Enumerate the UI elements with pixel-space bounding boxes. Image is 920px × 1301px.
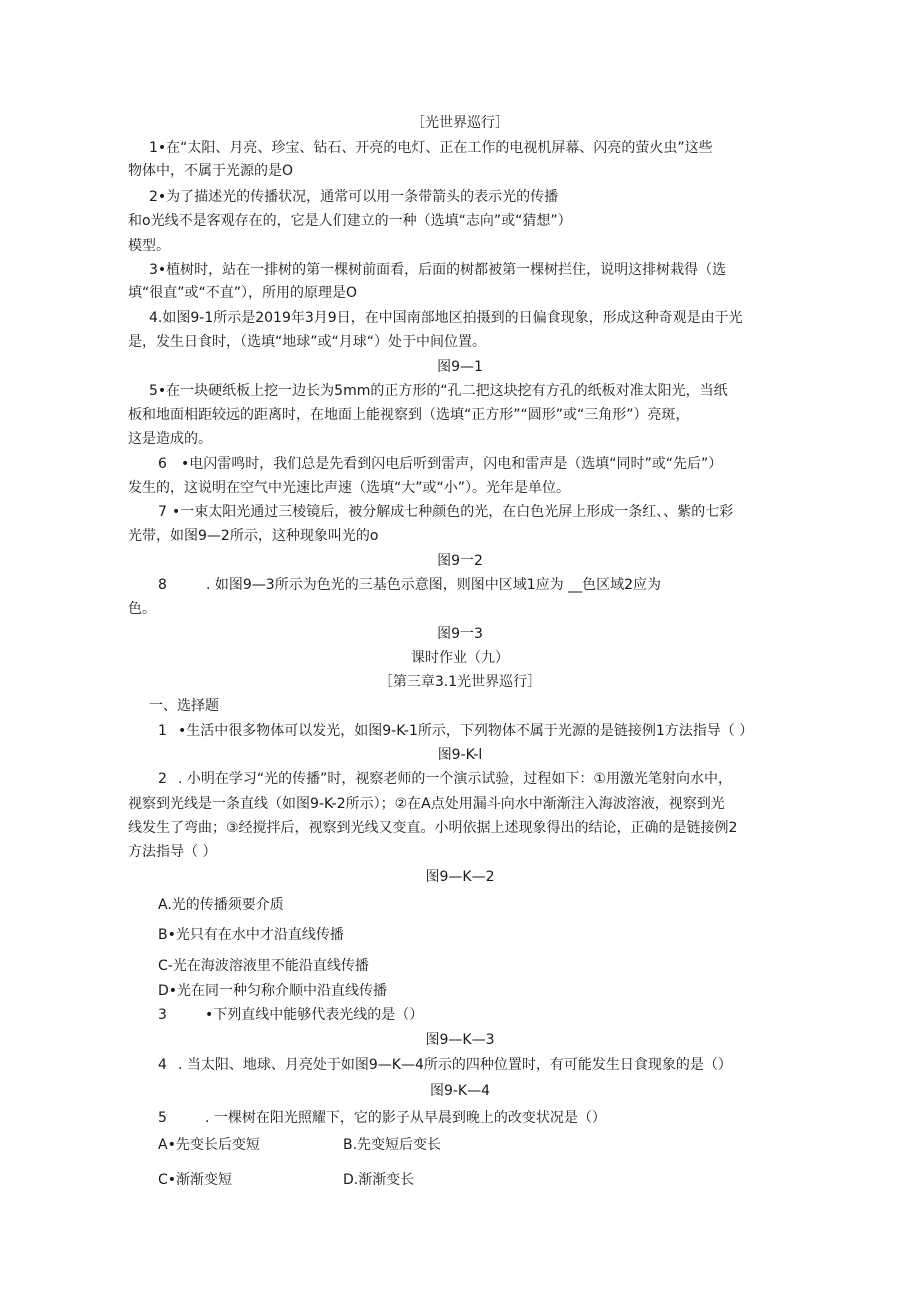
figure-caption-9-k-1: 图9-K-l xyxy=(437,747,483,763)
choice-2-line-4: 方法指导（ ） xyxy=(128,844,217,860)
question-1-line-1: 1•在“太阳、月亮、珍宝、钻石、开亮的电灯、正在工作的电视机屏幕、闪亮的萤火虫”这些 xyxy=(149,140,713,156)
question-3-line-2: 填“很直”或“不直”），所用的原理是O xyxy=(128,285,358,301)
choice-5-option-c: C•渐渐变短 xyxy=(158,1172,233,1188)
choice-2-line-3: 线发生了弯曲；③经搅拌后，视察到光线又变直。小明依据上述现象得出的结论，正确的是链接例2 xyxy=(128,820,738,836)
choice-5-option-d: D.渐渐变长 xyxy=(343,1172,415,1188)
question-8-line-1: . 如图9—3所示为色光的三基色示意图，则图中区域1应为 __色区域2应为 xyxy=(206,577,661,593)
figure-caption-9-k-4: 图9-K—4 xyxy=(429,1083,491,1099)
question-2-line-1: 2•为了描述光的传播状况，通常可以用一条带箭头的表示光的传播 xyxy=(149,189,559,205)
figure-caption-9-2: 图9一2 xyxy=(437,553,483,569)
figure-caption-9-k-2: 图9—K—2 xyxy=(425,869,495,885)
choice-5-option-a: A•先变长后变短 xyxy=(158,1137,260,1153)
choice-3-number: 3 xyxy=(158,1007,167,1023)
choice-1-text: •生活中很多物体可以发光，如图9-K-1所示，下列物体不属于光源的是链接例1方法指导（ ） xyxy=(178,723,754,739)
choice-2-option-a: A.光的传播须要介质 xyxy=(158,897,284,913)
figure-caption-9-1: 图9—1 xyxy=(437,359,483,375)
choice-2-line-1: . 小明在学习“光的传播”时，视察老师的一个演示试验，过程如下：①用激光笔射向水中， xyxy=(178,771,732,787)
section-heading: ［光世界巡行］ xyxy=(411,115,509,131)
question-3-line-1: 3•植树时，站在一排树的第一棵树前面看，后面的树都被第一棵树拦住，说明这排树栽得（选 xyxy=(149,262,727,278)
choice-5-number: 5 xyxy=(158,1110,167,1126)
question-5-line-2: 板和地面相距较远的距离时，在地面上能视察到（选填“正方形”“圆形”或“三角形”）亮斑， xyxy=(128,407,690,423)
choice-4-text: . 当太阳、地球、月亮处于如图9—K—4所示的四种位置时，有可能发生日食现象的是（） xyxy=(178,1057,732,1073)
question-7-line-1: •一束太阳光通过三棱镜后，被分解成七种颜色的光，在白色光屏上形成一条红、、紫的七彩 xyxy=(172,504,734,520)
choice-2-number: 2 xyxy=(158,771,167,787)
question-5-line-3: 这是造成的。 xyxy=(128,431,212,447)
choice-3-text: •下列直线中能够代表光线的是（） xyxy=(205,1007,424,1023)
question-6-line-1: •电闪雷鸣时，我们总是先看到闪电后听到雷声，闪电和雷声是（选填“同时”或“先后”） xyxy=(181,456,723,472)
question-4-line-1: 4.如图9-1所示是2019年3月9日，在中国南部地区拍摄到的日偏食现象，形成这种奇观是由于光 xyxy=(149,310,743,326)
choice-5-option-b: B.先变短后变长 xyxy=(343,1137,442,1153)
homework-title: 课时作业（九） xyxy=(411,650,509,666)
choice-1-number: 1 xyxy=(158,723,167,739)
choice-2-option-c: C-光在海波溶液里不能沿直线传播 xyxy=(158,958,369,974)
question-6-line-2: 发生的，这说明在空气中光速比声速（选填“大”或“小”）。光年是单位。 xyxy=(128,480,571,496)
question-5-line-1: 5•在一块硬纸板上挖一边长为5mm的正方形的“孔二把这块挖有方孔的纸板对准太阳光，当纸 xyxy=(149,383,728,399)
part-heading-choice: 一、选择题 xyxy=(149,698,219,714)
question-6-number: 6 xyxy=(158,456,167,472)
question-8-number: 8 xyxy=(158,577,167,593)
figure-caption-9-3: 图9一3 xyxy=(437,626,483,642)
question-4-line-2: 是，发生日食时，（选填“地球”或“月球“）处于中间位置。 xyxy=(128,334,487,350)
figure-caption-9-k-3: 图9—K—3 xyxy=(425,1032,495,1048)
question-8-line-2: 色。 xyxy=(128,601,156,617)
choice-2-option-b: B•光只有在水中才沿直线传播 xyxy=(158,927,344,943)
choice-4-number: 4 xyxy=(158,1057,167,1073)
question-2-line-3: 模型。 xyxy=(128,238,170,254)
homework-subtitle: ［第三章3.1光世界巡行］ xyxy=(378,674,542,690)
question-1-line-2: 物体中，不属于光源的是O xyxy=(128,163,294,179)
question-2-line-2: 和o光线不是客观存在的，它是人们建立的一种（选填“志向”或“猜想”） xyxy=(128,213,572,229)
question-7-number: 7 xyxy=(158,504,167,520)
choice-5-text: . 一棵树在阳光照耀下，它的影子从早晨到晚上的改变状况是（） xyxy=(205,1110,606,1126)
question-7-line-2: 光带，如图9—2所示，这种现象叫光的o xyxy=(128,528,379,544)
choice-2-option-d: D•光在同一种匀称介顺中沿直线传播 xyxy=(158,983,388,999)
choice-2-line-2: 视察到光线是一条直线（如图9-K-2所示）；②在A点处用漏斗向水中渐渐注入海波溶液，视察到光 xyxy=(128,796,725,812)
